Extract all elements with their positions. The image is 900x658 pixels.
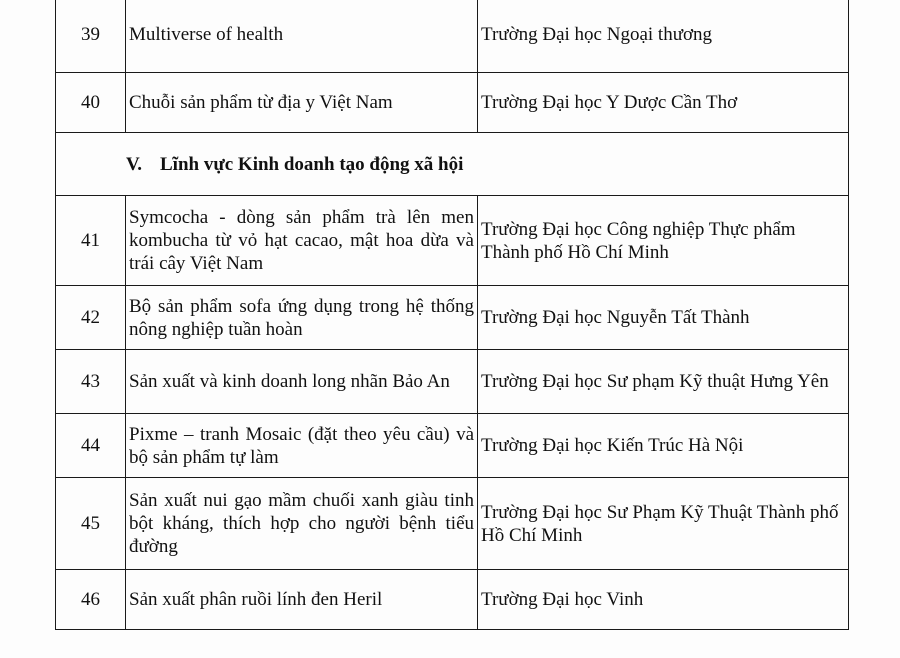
organization-name: Trường Đại học Vinh xyxy=(478,570,849,630)
table-row xyxy=(56,478,849,570)
table-row xyxy=(56,414,849,478)
project-name: Pixme – tranh Mosaic (đặt theo yêu cầu) và bộ sản phẩm tự làm xyxy=(126,414,478,478)
project-name: Multiverse of health xyxy=(126,0,478,73)
table-row xyxy=(56,0,849,73)
organization-name: Trường Đại học Y Dược Cần Thơ xyxy=(478,73,849,133)
section-header xyxy=(56,133,849,196)
row-number: 41 xyxy=(56,196,126,286)
row-number: 43 xyxy=(56,350,126,414)
section-number: V. xyxy=(126,153,143,175)
row-number: 42 xyxy=(56,286,126,350)
section-title: Lĩnh vực Kinh doanh tạo động xã hội xyxy=(160,153,464,175)
row-number: 40 xyxy=(56,73,126,133)
row-number: 39 xyxy=(56,0,126,73)
row-number: 46 xyxy=(56,570,126,630)
row-number: 44 xyxy=(56,414,126,478)
table-row xyxy=(56,73,849,133)
table-row xyxy=(56,286,849,350)
project-name: Bộ sản phẩm sofa ứng dụng trong hệ thống nông nghiệp tuần hoàn xyxy=(126,286,478,350)
project-table xyxy=(55,0,849,630)
table-row xyxy=(56,350,849,414)
organization-name: Trường Đại học Ngoại thương xyxy=(478,0,849,73)
project-name: Sản xuất và kinh doanh long nhãn Bảo An xyxy=(126,350,478,414)
organization-name: Trường Đại học Sư Phạm Kỹ Thuật Thành phố Hồ Chí Minh xyxy=(478,478,849,570)
project-name: Sản xuất nui gạo mầm chuối xanh giàu tinh bột kháng, thích hợp cho người bệnh tiểu đường xyxy=(126,478,478,570)
table-row xyxy=(56,196,849,286)
organization-name: Trường Đại học Kiến Trúc Hà Nội xyxy=(478,414,849,478)
row-number: 45 xyxy=(56,478,126,570)
organization-name: Trường Đại học Sư phạm Kỹ thuật Hưng Yên xyxy=(478,350,849,414)
project-name: Sản xuất phân ruồi lính đen Heril xyxy=(126,570,478,630)
section-header-row xyxy=(56,133,849,196)
project-name: Symcocha - dòng sản phẩm trà lên men kombucha từ vỏ hạt cacao, mật hoa dừa và trái cây Việt Nam xyxy=(126,196,478,286)
organization-name: Trường Đại học Công nghiệp Thực phẩm Thành phố Hồ Chí Minh xyxy=(478,196,849,286)
project-name: Chuỗi sản phẩm từ địa y Việt Nam xyxy=(126,73,478,133)
table-row xyxy=(56,570,849,630)
organization-name: Trường Đại học Nguyễn Tất Thành xyxy=(478,286,849,350)
